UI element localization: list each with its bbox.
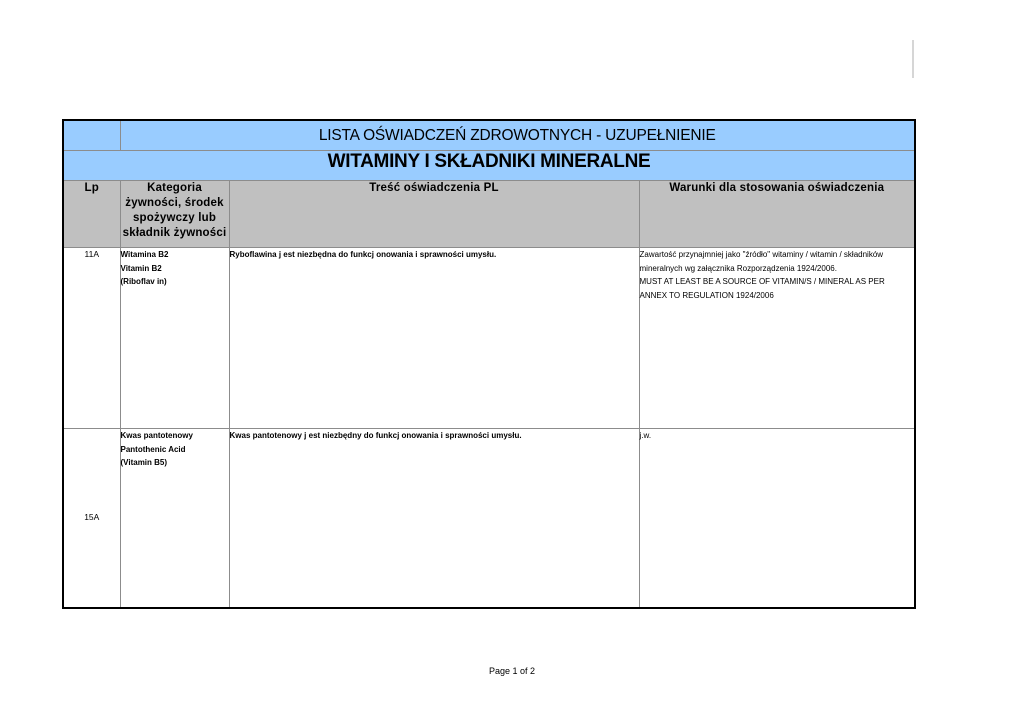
header-category (120, 181, 229, 248)
page-number: Page 1 of 2 (488, 666, 536, 676)
category-line: Pantothenic Acid (120, 444, 186, 454)
conditions-line: Zawartość przynajmniej jako "źródło" witaminy / witamin / składników (639, 250, 884, 259)
row-conditions (639, 429, 915, 609)
table-row (63, 248, 915, 429)
title-blank-cell (63, 120, 120, 151)
column-header-row (63, 181, 915, 248)
row-lp: 15A (63, 429, 120, 609)
header-category-line: żywności, środek (125, 197, 224, 209)
row-category (120, 429, 229, 609)
header-category-line: spożywczy lub (132, 212, 217, 224)
health-claims-table (62, 119, 916, 609)
header-category-line: składnik żywności (122, 227, 227, 239)
document-title: LISTA OŚWIADCZEŃ ZDROWOTNYCH - UZUPEŁNIENIE (120, 120, 915, 151)
conditions-line: MUST AT LEAST BE A SOURCE OF VITAMIN/S / MINERAL AS PER (639, 277, 885, 286)
table-subtitle-row (63, 151, 915, 181)
table-row (63, 429, 915, 609)
header-lp: Lp (63, 181, 120, 248)
page-edge-mark (912, 40, 914, 78)
conditions-line: j.w. (639, 431, 652, 440)
category-line: Kwas pantotenowy (120, 431, 193, 440)
category-line: Vitamin B2 (120, 263, 162, 273)
row-conditions (639, 248, 915, 429)
header-category-line: Kategoria (147, 182, 202, 194)
category-line: (Vitamin B5) (120, 458, 168, 467)
row-category (120, 248, 229, 429)
table-title-row (63, 120, 915, 151)
conditions-line: mineralnych wg załącznika Rozporządzenia 1924/2006. (639, 263, 837, 273)
category-line: Witamina B2 (120, 250, 169, 259)
document-subtitle: WITAMINY I SKŁADNIKI MINERALNE (63, 151, 915, 181)
row-claim: Ryboflawina j est niezbędna do funkcj onowania i sprawności umysłu. (229, 248, 639, 429)
header-conditions: Warunki dla stosowania oświadczenia (639, 181, 915, 248)
row-lp: 11A (63, 248, 120, 429)
row-claim: Kwas pantotenowy j est niezbędny do funkcj onowania i sprawności umysłu. (229, 429, 639, 609)
category-line: (Riboflav in) (120, 277, 167, 286)
header-claim: Treść oświadczenia PL (229, 181, 639, 248)
conditions-line: ANNEX TO REGULATION 1924/2006 (639, 290, 774, 300)
